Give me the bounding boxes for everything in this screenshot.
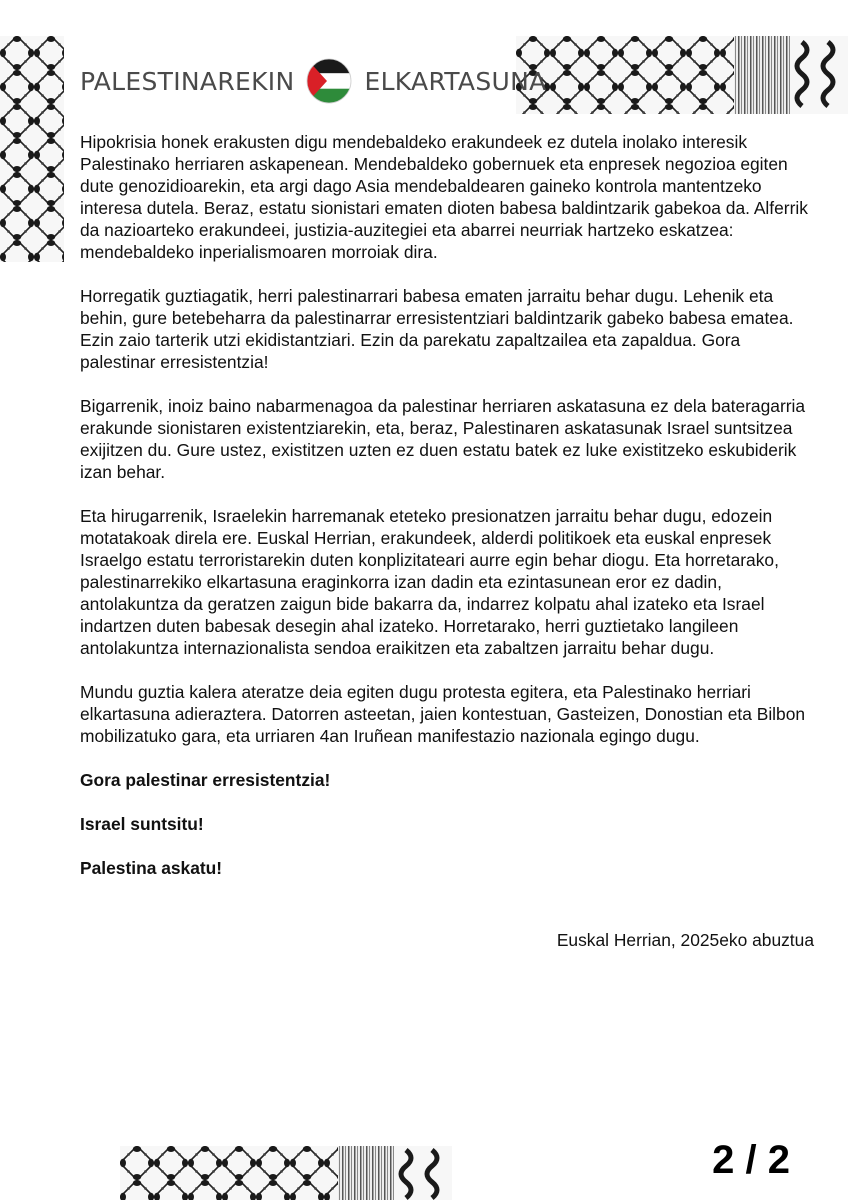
closing-slogans	[80, 769, 820, 879]
letter-body	[80, 131, 820, 901]
closing-line-2: Israel suntsitu!	[80, 814, 204, 834]
paragraph-4: Eta hirugarrenik, Israelekin harremanak eteteko presionatzen jarraitu behar dugu, edozein motatakoak direla ere. Euskal Herrian, erakundeek, alderdi politikoek eta euskal enpresek Israelgo estatu terroristarekin duten konplizitateari aurre egin behar diogu. Eta horretarako, palestinarrekiko elkartasuna eraginkorra izan dadin eta ezintasunean eror ez dadin, antolakuntza da geratzen zaigun bide bakarra da, indarrez kolpatu ahal izateko eta Israel indartzen duten babesak desegin ahal izateko. Horretarako, herri guztietako langileen antolakuntza internazionalista sendoa eraikitzen eta zabaltzen jarraitu behar dugu.	[80, 506, 779, 658]
paragraph-1: Hipokrisia honek erakusten digu mendebaldeko erakundeek ez dutela inolako interesik Palestinako herriaren askapenean. Mendebaldeko gobernuek eta enpresek negozioa egiten dute genozidioarekin, eta argi dago Asia mendebaldearen gaineko kontrola mantentzeko interesa dutela. Beraz, estatu sionistari ematen dioten babesa baldintzarik gabekoa da. Alferrik da nazioarteko erakundeei, justizia-auzitegiei eta abarrei neurriak hartzeko eskatzea: mendebaldeko inperialismoaren morroiak dira.	[80, 132, 808, 262]
signature-place-date: Euskal Herrian, 2025eko abuztua	[556, 930, 814, 950]
header-banner	[80, 52, 547, 110]
closing-line-3: Palestina askatu!	[80, 858, 223, 878]
palestine-flag-icon	[306, 58, 352, 104]
page-number: 2 / 2	[712, 1138, 790, 1182]
paragraph-5: Mundu guztia kalera ateratze deia egiten dugu protesta egitera, eta Palestinako herriari elkartasuna adieraztera. Datorren asteetan, jaien kontestuan, Gasteizen, Donostian eta Bilbon mobilizatuko gara, eta urriaren 4an Iruñean manifestazio nazionala egingo dugu.	[80, 682, 806, 746]
keffiyeh-pattern-left	[0, 36, 64, 262]
closing-line-1: Gora palestinar erresistentzia!	[80, 770, 331, 790]
header-right-word: ELKARTASUNA	[364, 66, 547, 96]
keffiyeh-pattern-bottom	[120, 1146, 452, 1200]
paragraph-2: Horregatik guztiagatik, herri palestinarrari babesa ematen jarraitu behar dugu. Lehenik eta behin, gure betebeharra da palestinarrar erresistentziari baldintzarik gabeko babesa ematea. Ezin zaio tarterik utzi ekidistantziari. Ezin da parekatu zapaltzailea eta zapaldua. Gora palestinar erresistentzia!	[80, 286, 794, 372]
paragraph-3: Bigarrenik, inoiz baino nabarmenagoa da palestinar herriaren askatasuna ez dela bateragarria erakunde sionistaren existentziarekin, eta, beraz, Palestinaren askatasunak Israel suntsitzea exijitzen du. Gure ustez, existitzen uzten ez duen estatu batek ez luke existitzeko eskubiderik izan behar.	[80, 396, 806, 482]
header-left-word: PALESTINAREKIN	[80, 66, 295, 96]
keffiyeh-pattern-top-right	[516, 36, 848, 114]
